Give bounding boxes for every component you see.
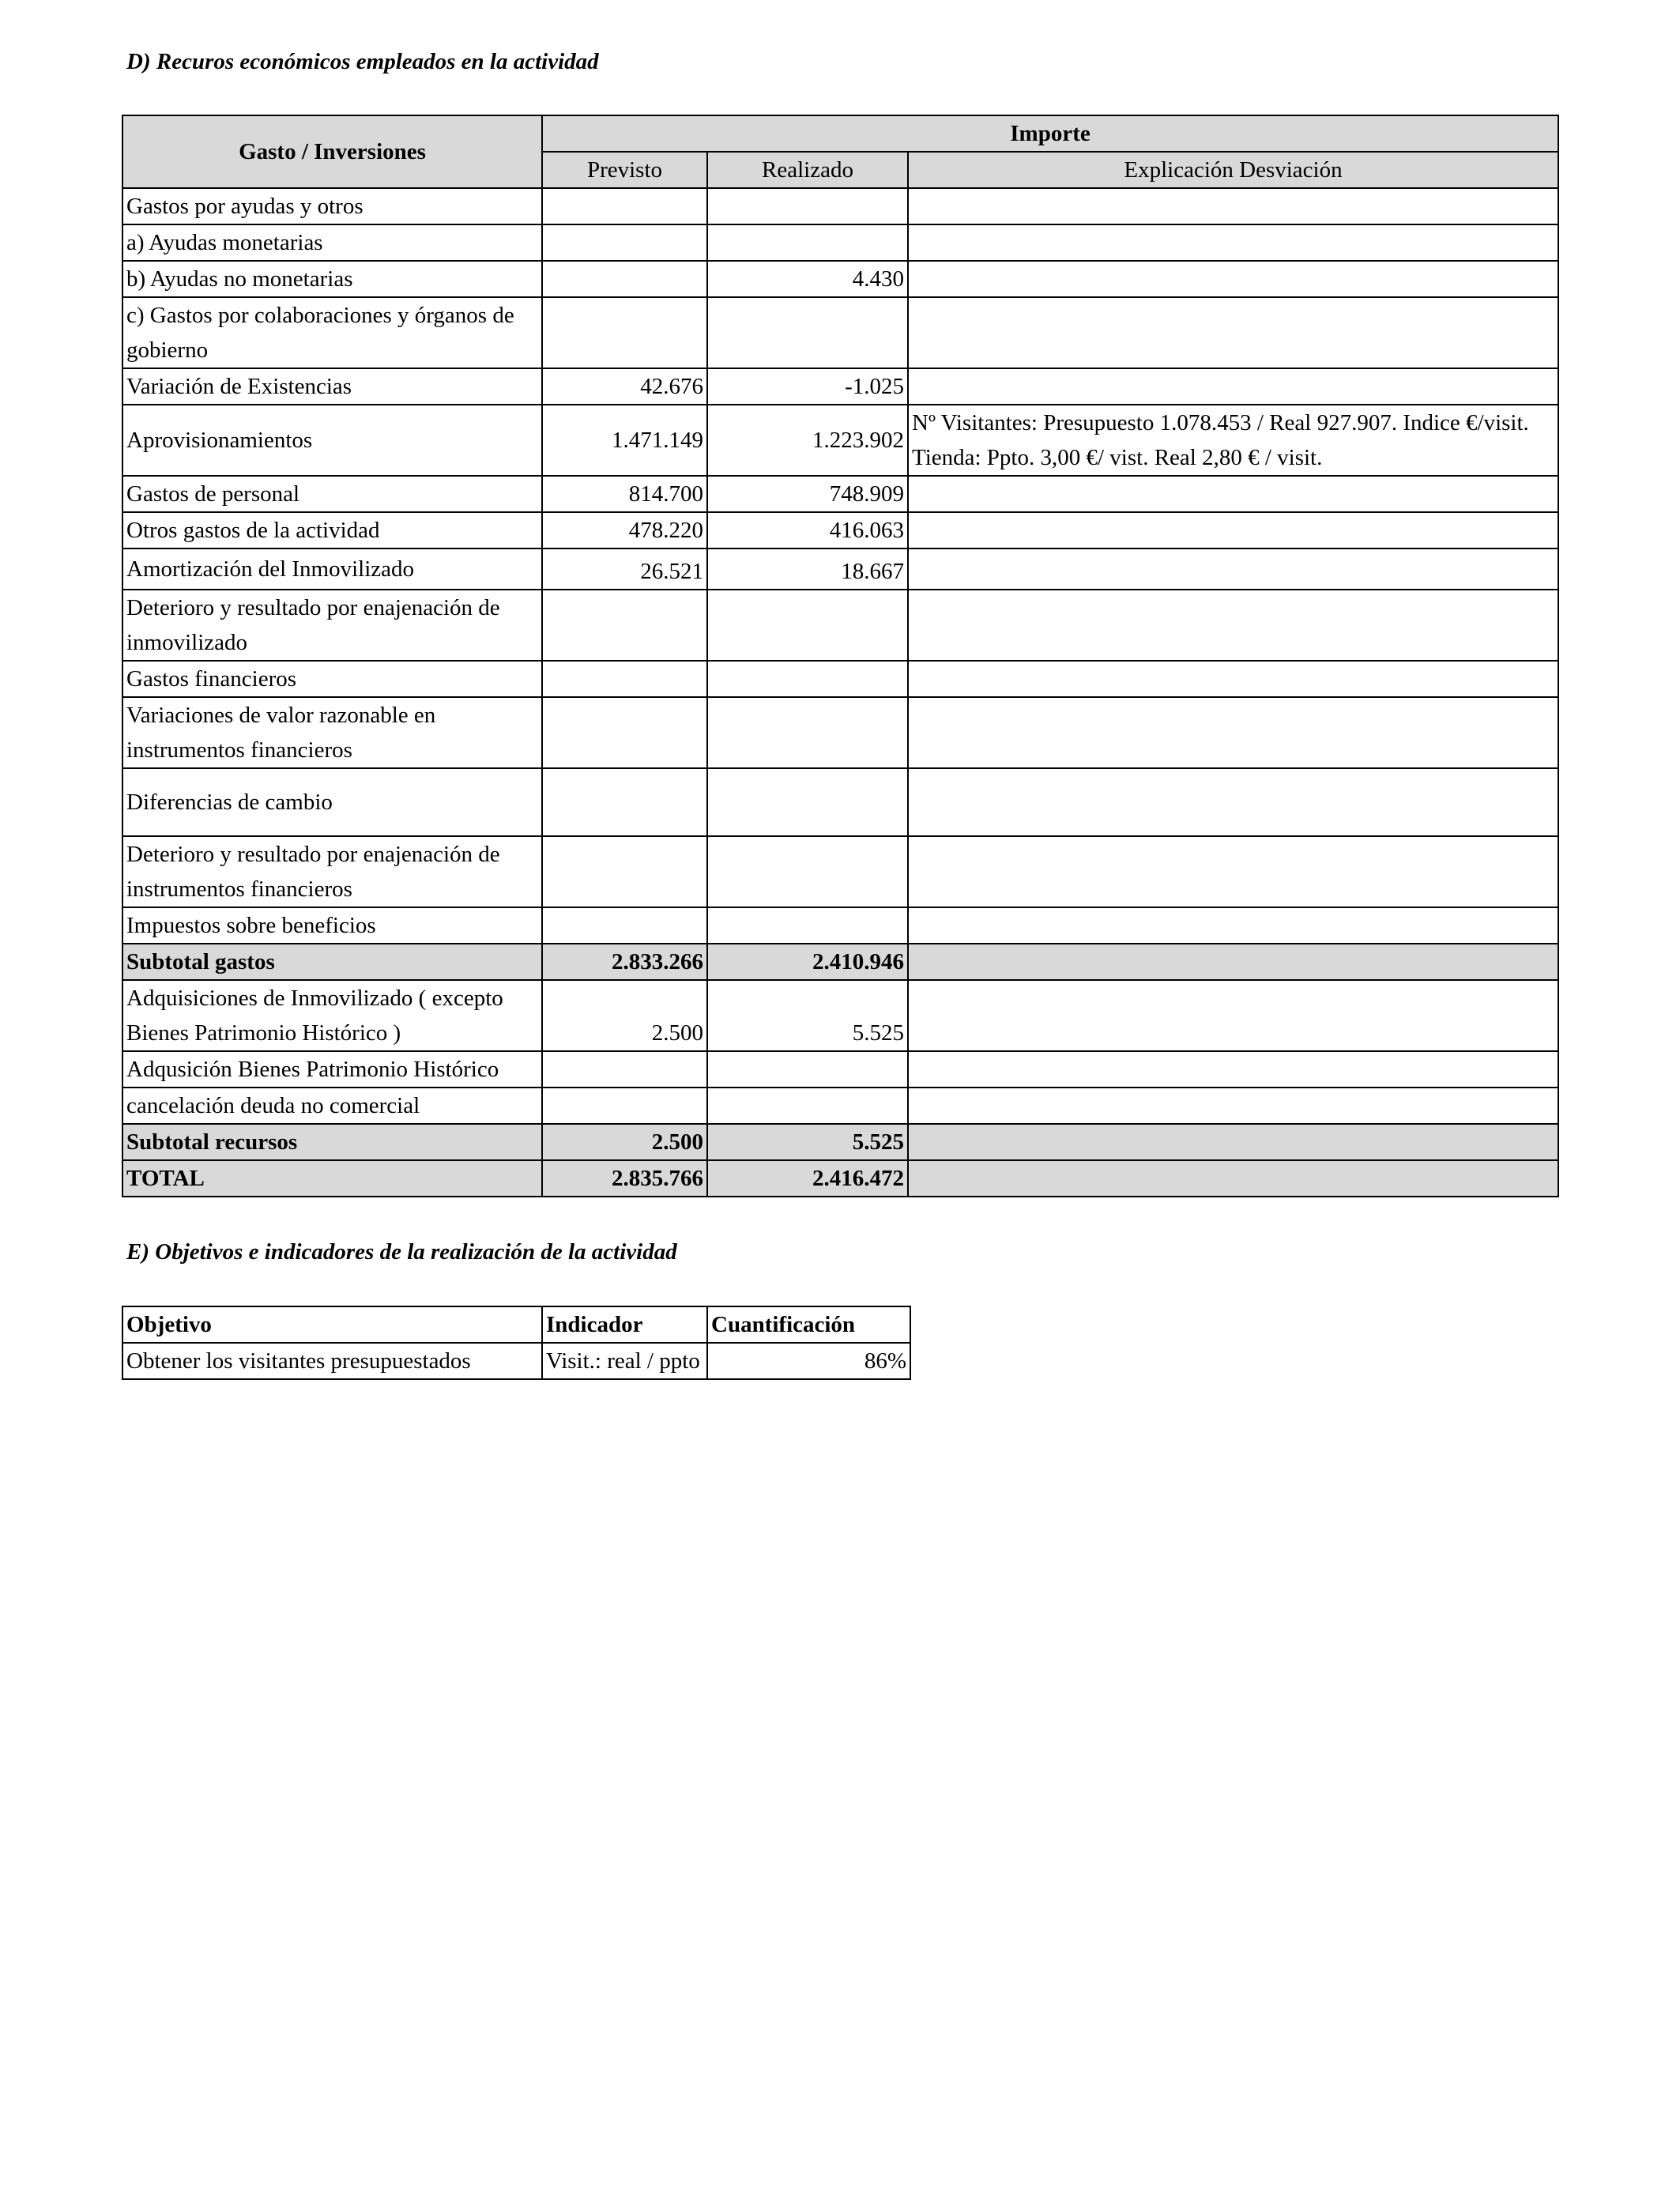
row-previsto: 2.835.766 <box>542 1160 707 1197</box>
row-explicacion <box>908 368 1558 405</box>
row-label: Variaciones de valor razonable en instrumentos financieros <box>122 697 542 768</box>
table-row <box>122 224 1558 261</box>
table-row <box>122 261 1558 297</box>
row-label: Amortización del Inmovilizado <box>122 548 542 590</box>
row-previsto: 2.500 <box>542 980 707 1051</box>
row-explicacion <box>908 261 1558 297</box>
row-realizado <box>707 697 908 768</box>
table-row <box>122 1051 1558 1088</box>
table-row <box>122 512 1558 548</box>
row-label: Gastos financieros <box>122 661 542 697</box>
header-realizado: Realizado <box>707 152 908 188</box>
row-label: Aprovisionamientos <box>122 405 542 476</box>
table-row <box>122 548 1558 590</box>
row-explicacion <box>908 1088 1558 1124</box>
row-previsto <box>542 1088 707 1124</box>
row-previsto <box>542 188 707 224</box>
subtotal-recursos-row <box>122 1124 1558 1160</box>
row-previsto: 26.521 <box>542 548 707 590</box>
table-row <box>122 590 1558 661</box>
row-label: c) Gastos por colaboraciones y órganos de gobierno <box>122 297 542 368</box>
row-label: a) Ayudas monetarias <box>122 224 542 261</box>
row-label: Variación de Existencias <box>122 368 542 405</box>
header-previsto: Previsto <box>542 152 707 188</box>
row-label: b) Ayudas no monetarias <box>122 261 542 297</box>
header-objetivo: Objetivo <box>122 1306 542 1343</box>
row-realizado: 2.416.472 <box>707 1160 908 1197</box>
row-explicacion <box>908 548 1558 590</box>
row-previsto: 2.500 <box>542 1124 707 1160</box>
row-label: Subtotal gastos <box>122 944 542 980</box>
table-row <box>122 188 1558 224</box>
row-previsto <box>542 261 707 297</box>
row-realizado: 5.525 <box>707 1124 908 1160</box>
row-previsto <box>542 836 707 907</box>
table-row <box>122 697 1558 768</box>
row-previsto: 1.471.149 <box>542 405 707 476</box>
row-realizado <box>707 1088 908 1124</box>
row-explicacion <box>908 661 1558 697</box>
row-realizado <box>707 188 908 224</box>
table-row <box>122 907 1558 944</box>
row-label: Adqusición Bienes Patrimonio Histórico <box>122 1051 542 1088</box>
row-explicacion: Nº Visitantes: Presupuesto 1.078.453 / Real 927.907. Indice €/visit. Tienda: Ppto. 3,00 €/ vist. Real 2,80 € / visit. <box>908 405 1558 476</box>
row-realizado: 748.909 <box>707 476 908 512</box>
row-label: Subtotal recursos <box>122 1124 542 1160</box>
row-label: Gastos de personal <box>122 476 542 512</box>
row-explicacion <box>908 1160 1558 1197</box>
table-row <box>122 368 1558 405</box>
total-row <box>122 1160 1558 1197</box>
cuantificacion-cell: 86% <box>707 1343 910 1379</box>
row-previsto <box>542 590 707 661</box>
row-label: Impuestos sobre beneficios <box>122 907 542 944</box>
objetivo-cell: Obtener los visitantes presupuestados <box>122 1343 542 1379</box>
table-row <box>122 1343 910 1379</box>
row-explicacion <box>908 697 1558 768</box>
header-importe: Importe <box>542 115 1558 152</box>
row-realizado <box>707 836 908 907</box>
table-row <box>122 980 1558 1051</box>
row-realizado: 5.525 <box>707 980 908 1051</box>
row-realizado <box>707 590 908 661</box>
row-realizado <box>707 224 908 261</box>
row-explicacion <box>908 590 1558 661</box>
table-row <box>122 768 1558 836</box>
table-row <box>122 297 1558 368</box>
row-label: Deterioro y resultado por enajenación de inmovilizado <box>122 590 542 661</box>
row-label: TOTAL <box>122 1160 542 1197</box>
row-explicacion <box>908 512 1558 548</box>
row-explicacion <box>908 980 1558 1051</box>
row-previsto: 478.220 <box>542 512 707 548</box>
row-previsto: 2.833.266 <box>542 944 707 980</box>
row-previsto <box>542 768 707 836</box>
row-label: cancelación deuda no comercial <box>122 1088 542 1124</box>
row-realizado: 18.667 <box>707 548 908 590</box>
row-realizado: 1.223.902 <box>707 405 908 476</box>
row-label: Gastos por ayudas y otros <box>122 188 542 224</box>
row-realizado: 4.430 <box>707 261 908 297</box>
row-realizado <box>707 297 908 368</box>
resources-table <box>122 115 1559 1197</box>
row-realizado: 2.410.946 <box>707 944 908 980</box>
table-row <box>122 405 1558 476</box>
row-previsto <box>542 224 707 261</box>
row-explicacion <box>908 1124 1558 1160</box>
header-explicacion: Explicación Desviación <box>908 152 1558 188</box>
table-row <box>122 661 1558 697</box>
row-realizado <box>707 907 908 944</box>
row-previsto: 42.676 <box>542 368 707 405</box>
row-previsto <box>542 1051 707 1088</box>
row-realizado: 416.063 <box>707 512 908 548</box>
row-explicacion <box>908 188 1558 224</box>
row-label: Adquisiciones de Inmovilizado ( excepto Bienes Patrimonio Histórico ) <box>122 980 542 1051</box>
indicador-cell: Visit.: real / ppto <box>542 1343 707 1379</box>
row-previsto: 814.700 <box>542 476 707 512</box>
row-previsto <box>542 907 707 944</box>
header-cuantificacion: Cuantificación <box>707 1306 910 1343</box>
row-previsto <box>542 661 707 697</box>
header-indicador: Indicador <box>542 1306 707 1343</box>
row-previsto <box>542 297 707 368</box>
row-label: Otros gastos de la actividad <box>122 512 542 548</box>
row-label: Deterioro y resultado por enajenación de instrumentos financieros <box>122 836 542 907</box>
row-previsto <box>542 697 707 768</box>
header-gasto-inversiones: Gasto / Inversiones <box>122 115 542 188</box>
objectives-table <box>122 1306 911 1380</box>
row-explicacion <box>908 224 1558 261</box>
row-explicacion <box>908 907 1558 944</box>
subtotal-gastos-row <box>122 944 1558 980</box>
table-row <box>122 476 1558 512</box>
row-explicacion <box>908 944 1558 980</box>
row-explicacion <box>908 1051 1558 1088</box>
table-row <box>122 836 1558 907</box>
row-explicacion <box>908 297 1558 368</box>
row-realizado <box>707 768 908 836</box>
row-label: Diferencias de cambio <box>122 768 542 836</box>
section-e-title: E) Objetivos e indicadores de la realización de la actividad <box>126 1239 677 1265</box>
row-realizado <box>707 1051 908 1088</box>
row-explicacion <box>908 836 1558 907</box>
row-realizado <box>707 661 908 697</box>
table-row <box>122 1088 1558 1124</box>
row-realizado: -1.025 <box>707 368 908 405</box>
row-explicacion <box>908 476 1558 512</box>
row-explicacion <box>908 768 1558 836</box>
section-d-title: D) Recuros económicos empleados en la actividad <box>126 49 599 74</box>
